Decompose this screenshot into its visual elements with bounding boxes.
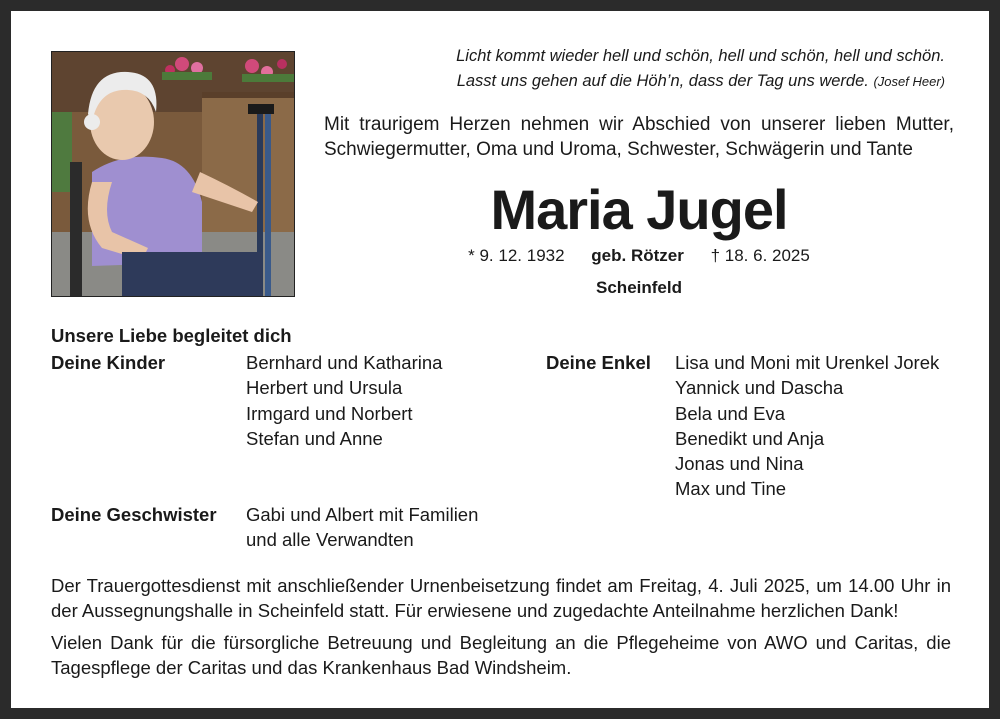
siblings-label: Deine Geschwister bbox=[51, 504, 217, 525]
list-item: Bernhard und Katharina bbox=[246, 352, 443, 373]
list-item: Irmgard und Norbert bbox=[246, 402, 413, 424]
list-item: Yannick und Dascha bbox=[675, 377, 844, 399]
quote-line-2-text: Lasst uns gehen auf die Höh’n, dass der Tag uns werde. bbox=[456, 72, 869, 90]
quote-line-1: Licht kommt wieder hell und schön, hell und schön, hell und schön. bbox=[456, 47, 945, 65]
children-list bbox=[246, 350, 442, 451]
list-item: Bela und Eva bbox=[675, 402, 786, 424]
list-item: Max und Tine bbox=[675, 478, 787, 500]
obituary-card bbox=[11, 11, 989, 708]
list-item: Lisa und Moni mit Urenkel Jorek bbox=[675, 352, 940, 373]
portrait-photo bbox=[51, 51, 295, 297]
deceased-name: Maria Jugel bbox=[490, 178, 788, 241]
intro-line-1: Mit traurigem Herzen nehmen wir Abschied von unserer lieben Mutter, bbox=[324, 114, 954, 135]
hometown: Scheinfeld bbox=[596, 278, 682, 297]
intro-text bbox=[324, 112, 954, 162]
quote-author: (Josef Heer) bbox=[873, 74, 945, 89]
maiden-name: geb. Rötzer bbox=[591, 246, 684, 265]
mourners-heading: Unsere Liebe begleitet dich bbox=[51, 325, 292, 346]
quote-line-2 bbox=[456, 69, 945, 94]
children-label: Deine Kinder bbox=[51, 352, 166, 373]
death-date: † 18. 6. 2025 bbox=[710, 246, 810, 265]
thanks-notice: Vielen Dank für die fürsorgliche Betreuung und Begleitung an die Pflegeheime von AWO und Caritas, die Tagespflege der Caritas und das Krankenhaus Bad Windsheim. bbox=[51, 632, 951, 678]
list-item: Jonas und Nina bbox=[675, 453, 804, 475]
life-dates bbox=[324, 244, 954, 268]
list-item: und alle Verwandten bbox=[246, 529, 414, 551]
grandchildren-list bbox=[675, 350, 939, 502]
list-item: Herbert und Ursula bbox=[246, 377, 403, 399]
service-notice: Der Trauergottesdienst mit anschließender Urnenbeisetzung findet am Freitag, 4. Juli 2025, um 14.00 Uhr in der Aussegnungshalle in Scheinfeld statt. Für erwiesene und zugedachte Anteilnahme herzlichen Dank! bbox=[51, 575, 951, 621]
birth-date: * 9. 12. 1932 bbox=[468, 246, 565, 265]
epigraph-quote bbox=[456, 44, 945, 94]
list-item: Gabi und Albert mit Familien bbox=[246, 504, 479, 525]
list-item: Stefan und Anne bbox=[246, 427, 383, 449]
grandchildren-label: Deine Enkel bbox=[546, 352, 651, 373]
siblings-list bbox=[246, 502, 478, 553]
intro-line-2: Schwiegermutter, Oma und Uroma, Schwester, Schwägerin und Tante bbox=[324, 139, 913, 160]
list-item: Benedikt und Anja bbox=[675, 427, 825, 449]
